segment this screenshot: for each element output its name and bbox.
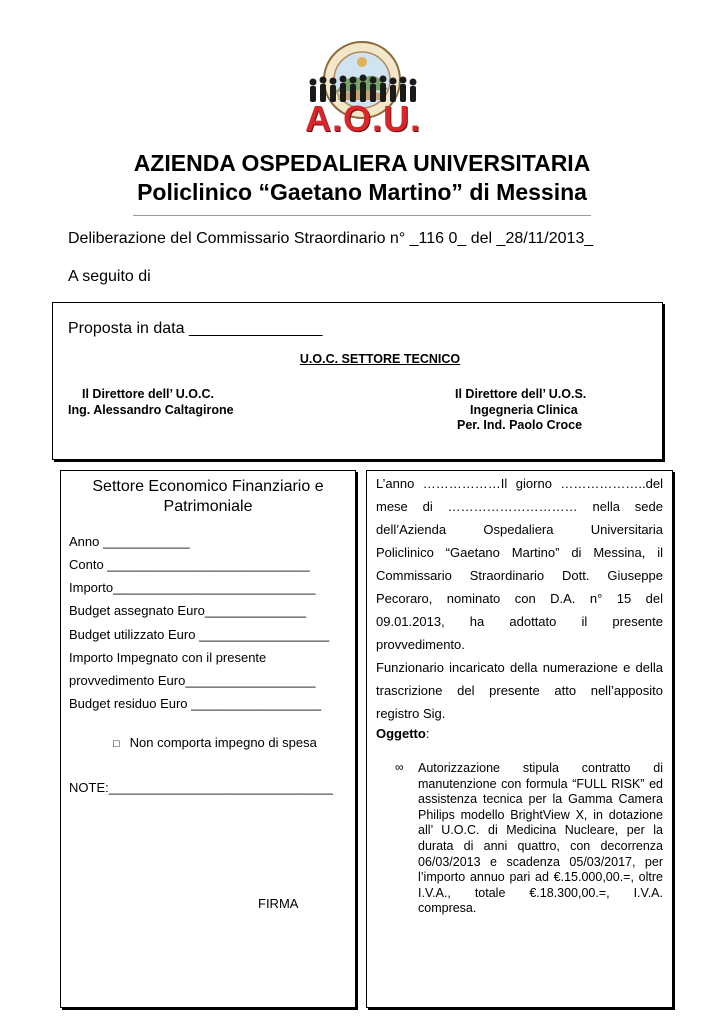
a-seguito-di: A seguito di (68, 268, 151, 285)
firma-label: FIRMA (258, 896, 299, 911)
record-line: trascrizione del presente atto nell’apposito (376, 683, 663, 698)
record-line: Funzionario incaricato della numerazione e della (376, 660, 663, 675)
non-comporta-checkbox[interactable] (113, 735, 317, 750)
logo-text: A.O.U. (304, 98, 421, 139)
record-line: Policlinico “Gaetano Martino” di Messina, il (376, 545, 663, 560)
finance-title (60, 477, 356, 517)
record-line: dell’Azienda Ospedaliera Universitaria (376, 522, 663, 537)
budget-assegnato-field: Budget assegnato Euro______________ (69, 603, 307, 618)
record-line: provvedimento. (376, 637, 465, 652)
director-uos-unit: Ingegneria Clinica (470, 403, 578, 417)
budget-utilizzato-field: Budget utilizzato Euro __________________ (69, 627, 330, 642)
oggetto-label (376, 726, 429, 741)
director-uoc-role: Il Direttore dell’ U.O.C. (82, 387, 214, 401)
provvedimento-field: provvedimento Euro__________________ (69, 673, 316, 688)
record-line: registro Sig. (376, 706, 446, 721)
proposta-line: Proposta in data _______________ (68, 320, 323, 337)
finance-title-line1: Settore Economico Finanziario e (92, 478, 324, 495)
budget-residuo-field: Budget residuo Euro __________________ (69, 696, 322, 711)
director-uoc-name: Ing. Alessandro Caltagirone (68, 403, 234, 417)
record-line: 09.01.2013, ha adottato il presente (376, 614, 663, 629)
note-field: NOTE:_______________________________ (69, 780, 333, 795)
uoc-heading: U.O.C. SETTORE TECNICO (299, 352, 461, 366)
bullet-icon: ∞ (395, 760, 404, 774)
page-subtitle: Policlinico “Gaetano Martino” di Messina (137, 179, 587, 205)
checkbox-icon: □ (113, 738, 120, 750)
importo-field: Importo____________________________ (69, 580, 316, 595)
oggetto-label-text: Oggetto (376, 726, 426, 741)
non-comporta-label: Non comporta impegno di spesa (129, 735, 317, 750)
deliberazione-line: Deliberazione del Commissario Straordinario n° _116 0_ del _28/11/2013_ (68, 230, 594, 247)
record-line: mese di ………………………… nella sede (376, 499, 663, 514)
page-title: AZIENDA OSPEDALIERA UNIVERSITARIA (133, 150, 591, 176)
record-line: Pecoraro, nominato con D.A. n° 15 del (376, 591, 663, 606)
director-uos-name: Per. Ind. Paolo Croce (457, 418, 583, 432)
record-line: L’anno ………………Il giorno ………………..del (376, 476, 663, 491)
director-uos-role: Il Direttore dell’ U.O.S. (455, 387, 587, 401)
conto-field: Conto ____________________________ (69, 557, 310, 572)
finance-title-line2: Patrimoniale (163, 498, 253, 515)
importo-impegnato-label: Importo Impegnato con il presente (69, 650, 267, 665)
record-line: Commissario Straordinario Dott. Giuseppe (376, 568, 663, 583)
oggetto-colon: : (425, 726, 430, 741)
oggetto-text: Autorizzazione stipula contratto di manutenzione con formula “FULL RISK” ed assistenza tecnica per la Gamma Camera Philips modello BrightView X, in dotazione all’ U.O.C. di Medicina Nucleare, per la durata di anni quattro, con decorrenza 06/03/2013 e scadenza 05/03/2017, per l’importo annuo pari ad €.15.000,00.=, oltre I.V.A., totale €.18.300,00.=, I.V.A. compresa. (418, 761, 663, 916)
title-divider (133, 215, 591, 216)
anno-field: Anno ____________ (69, 534, 190, 549)
